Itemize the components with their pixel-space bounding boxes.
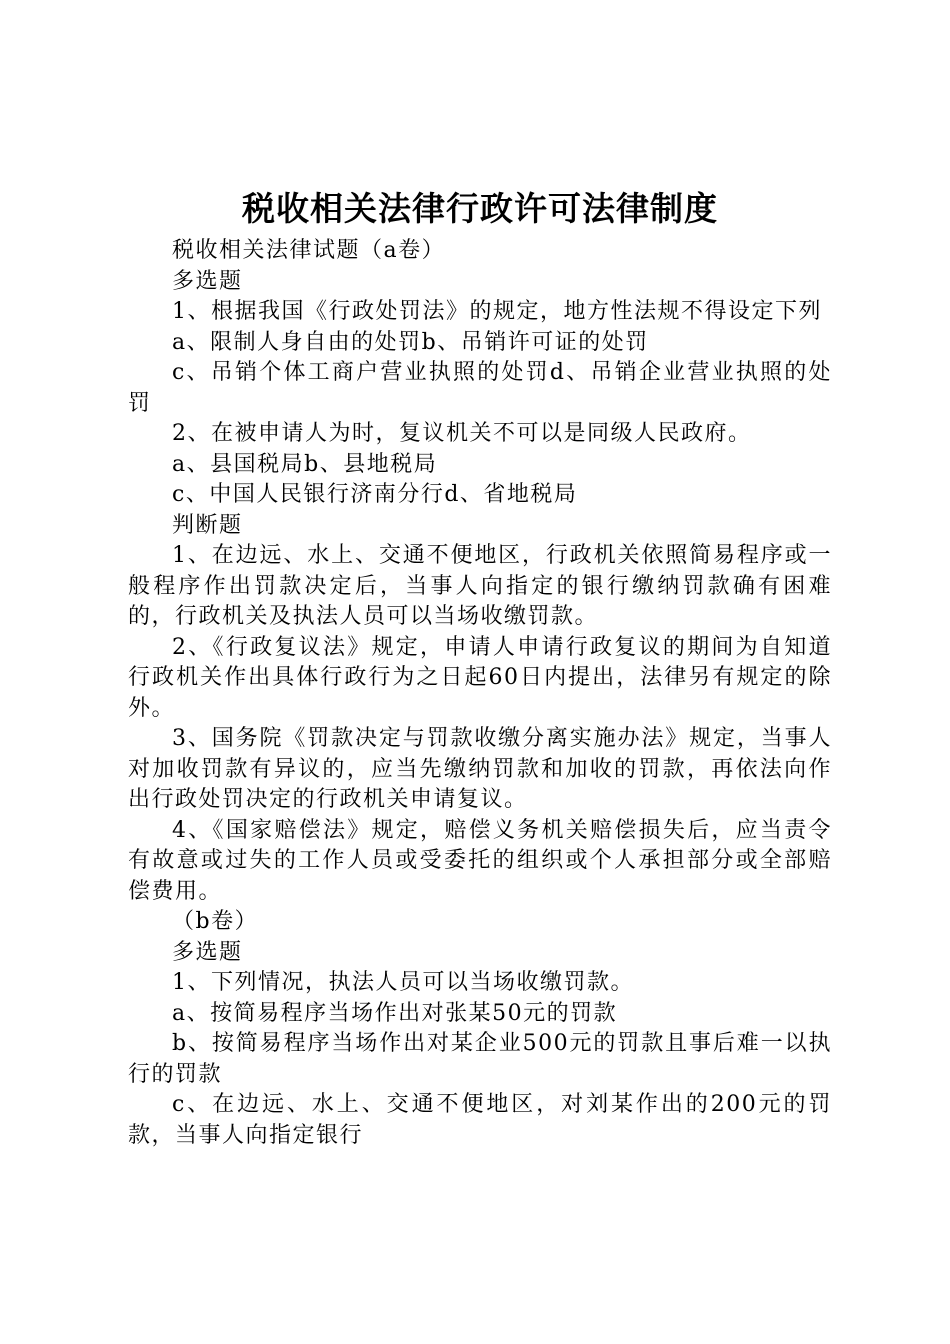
document-page [128,186,832,1151]
paragraph-option: a、限制人身自由的处罚b、吊销许可证的处罚 [172,329,649,355]
paragraph-option: c、吊销个体工商户营业执照的处罚d、吊销企业营业执照的处罚 [128,360,832,416]
paragraph-option: a、按简易程序当场作出对张某50元的罚款 [172,1000,618,1026]
paragraph-option: b、按简易程序当场作出对某企业500元的罚款且事后难一以执行的罚款 [128,1031,832,1087]
paragraph-section-multiple-choice: 多选题 [172,268,243,294]
paragraph-section-true-false: 判断题 [172,512,243,538]
paragraph-statement: 1、在边远、水上、交通不便地区，行政机关依照简易程序或一般程序作出罚款决定后，当事人向指定的银行缴纳罚款确有困难的，行政机关及执法人员可以当场收缴罚款。 [128,543,832,629]
paragraph-statement: 3、国务院《罚款决定与罚款收缴分离实施办法》规定，当事人对加收罚款有异议的，应当先缴纳罚款和加收的罚款，再依法向作出行政处罚决定的行政机关申请复议。 [128,726,832,812]
paragraph-option: a、县国税局b、县地税局 [172,451,438,477]
paragraph-statement: 4、《国家赔偿法》规定，赔偿义务机关赔偿损失后，应当责令有故意或过失的工作人员或受委托的组织或个人承担部分或全部赔偿费用。 [128,817,832,904]
paragraph-statement: 2、《行政复议法》规定，申请人申请行政复议的期间为自知道行政机关作出具体行政行为之日起60日内提出，法律另有规定的除外。 [128,634,832,721]
paragraph-section-multiple-choice: 多选题 [172,939,243,965]
paragraph-option: c、中国人民银行济南分行d、省地税局 [172,482,578,507]
paragraph-question: 2、在被申请人为时，复议机关不可以是同级人民政府。 [172,421,752,446]
paragraph-exam-b-heading: （b卷） [172,909,259,934]
paragraph-exam-a-heading: 税收相关法律试题（a卷） [172,238,446,263]
paragraph-question: 1、下列情况，执法人员可以当场收缴罚款。 [172,970,634,995]
paragraph-option: c、在边远、水上、交通不便地区，对刘某作出的200元的罚款，当事人向指定银行 [128,1092,832,1148]
document-title: 税收相关法律行政许可法律制度 [242,189,718,228]
paragraph-question: 1、根据我国《行政处罚法》的规定，地方性法规不得设定下列 [172,299,822,324]
